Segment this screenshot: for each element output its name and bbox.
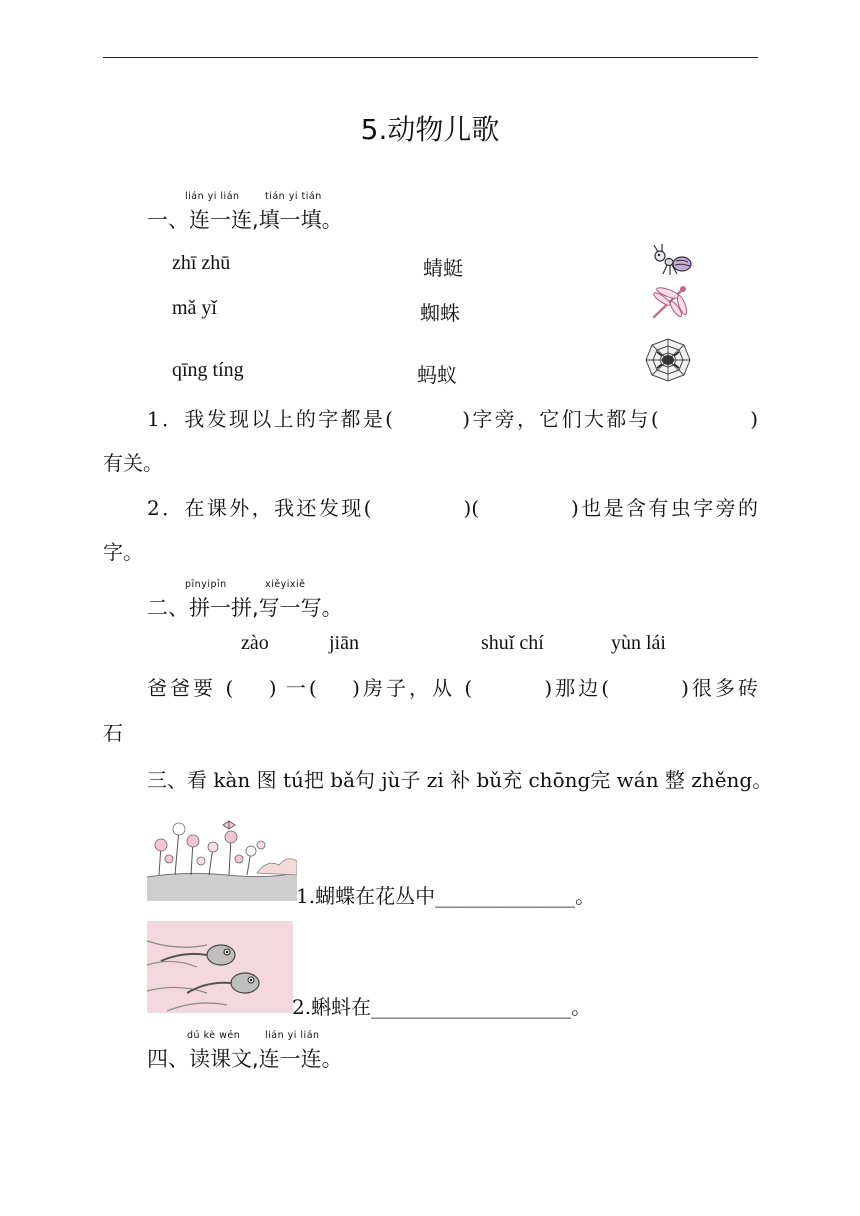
pinyin-shuichi: shuǐ chí: [481, 632, 544, 654]
section-3-heading: 三、看 kàn 图 tú把 bǎ句 jù子 zi 补 bǔ充 chōng完 wán 整 zhěng。: [147, 768, 773, 792]
question-2-line-1: 2．在课外，我还发现( )( )也是含有虫字旁的: [147, 496, 758, 520]
section-2-title: 二、拼一拼,写一写。: [147, 596, 343, 620]
word-item-2: 蜘蛛: [420, 301, 460, 325]
page-title: 5.动物儿歌: [360, 113, 500, 146]
question-1-line-2: 有关。: [103, 451, 163, 475]
section-2-heading: [147, 579, 343, 622]
question-1-line-1: 1．我发现以上的字都是( )字旁，它们大都与( ): [147, 407, 758, 431]
ruby-lianyilian: lián yi lián: [185, 191, 240, 202]
dragonfly-icon: [648, 285, 690, 325]
ruby-tianyitian: tián yi tián: [265, 191, 322, 202]
picture-question-2: 2.蝌蚪在____________________。: [292, 995, 592, 1019]
sentence-line-2: 石: [103, 721, 123, 745]
word-item-3: 蚂蚁: [417, 363, 457, 387]
section-4-title: 四、读课文,连一连。: [147, 1047, 343, 1071]
sentence-line-1: 爸爸要 ( ) 一( )房子，从 ( )那边( )很多砖: [147, 676, 758, 700]
ruby-xieyixie: xiěyixiě: [265, 579, 306, 590]
ruby-pinyipin: pīnyipīn: [185, 579, 227, 590]
ruby-dukewen: dú kè wén: [187, 1030, 241, 1041]
ant-icon: [652, 244, 694, 282]
section-4-heading: [147, 1030, 343, 1073]
ruby-lianyilian-2: lián yi lián: [265, 1030, 320, 1041]
pinyin-item-1: zhī zhū: [172, 252, 231, 274]
top-rule: [103, 57, 758, 58]
section-1-title: 一、连一连,填一填。: [147, 208, 343, 232]
section-1-heading: [147, 191, 343, 234]
tadpole-picture: [147, 921, 293, 1017]
question-2-line-2: 字。: [103, 540, 143, 564]
picture-question-1: 1.蝴蝶在花丛中______________。: [296, 884, 596, 908]
butterfly-flowers-picture: [147, 815, 297, 905]
spider-web-icon: [644, 337, 692, 387]
word-item-1: 蜻蜓: [423, 256, 463, 280]
pinyin-zao: zào: [241, 632, 269, 654]
pinyin-yunlai: yùn lái: [611, 632, 666, 654]
pinyin-item-3: qīng tíng: [172, 359, 244, 381]
pinyin-item-2: mǎ yǐ: [172, 297, 217, 319]
pinyin-jian: jiān: [329, 632, 359, 654]
